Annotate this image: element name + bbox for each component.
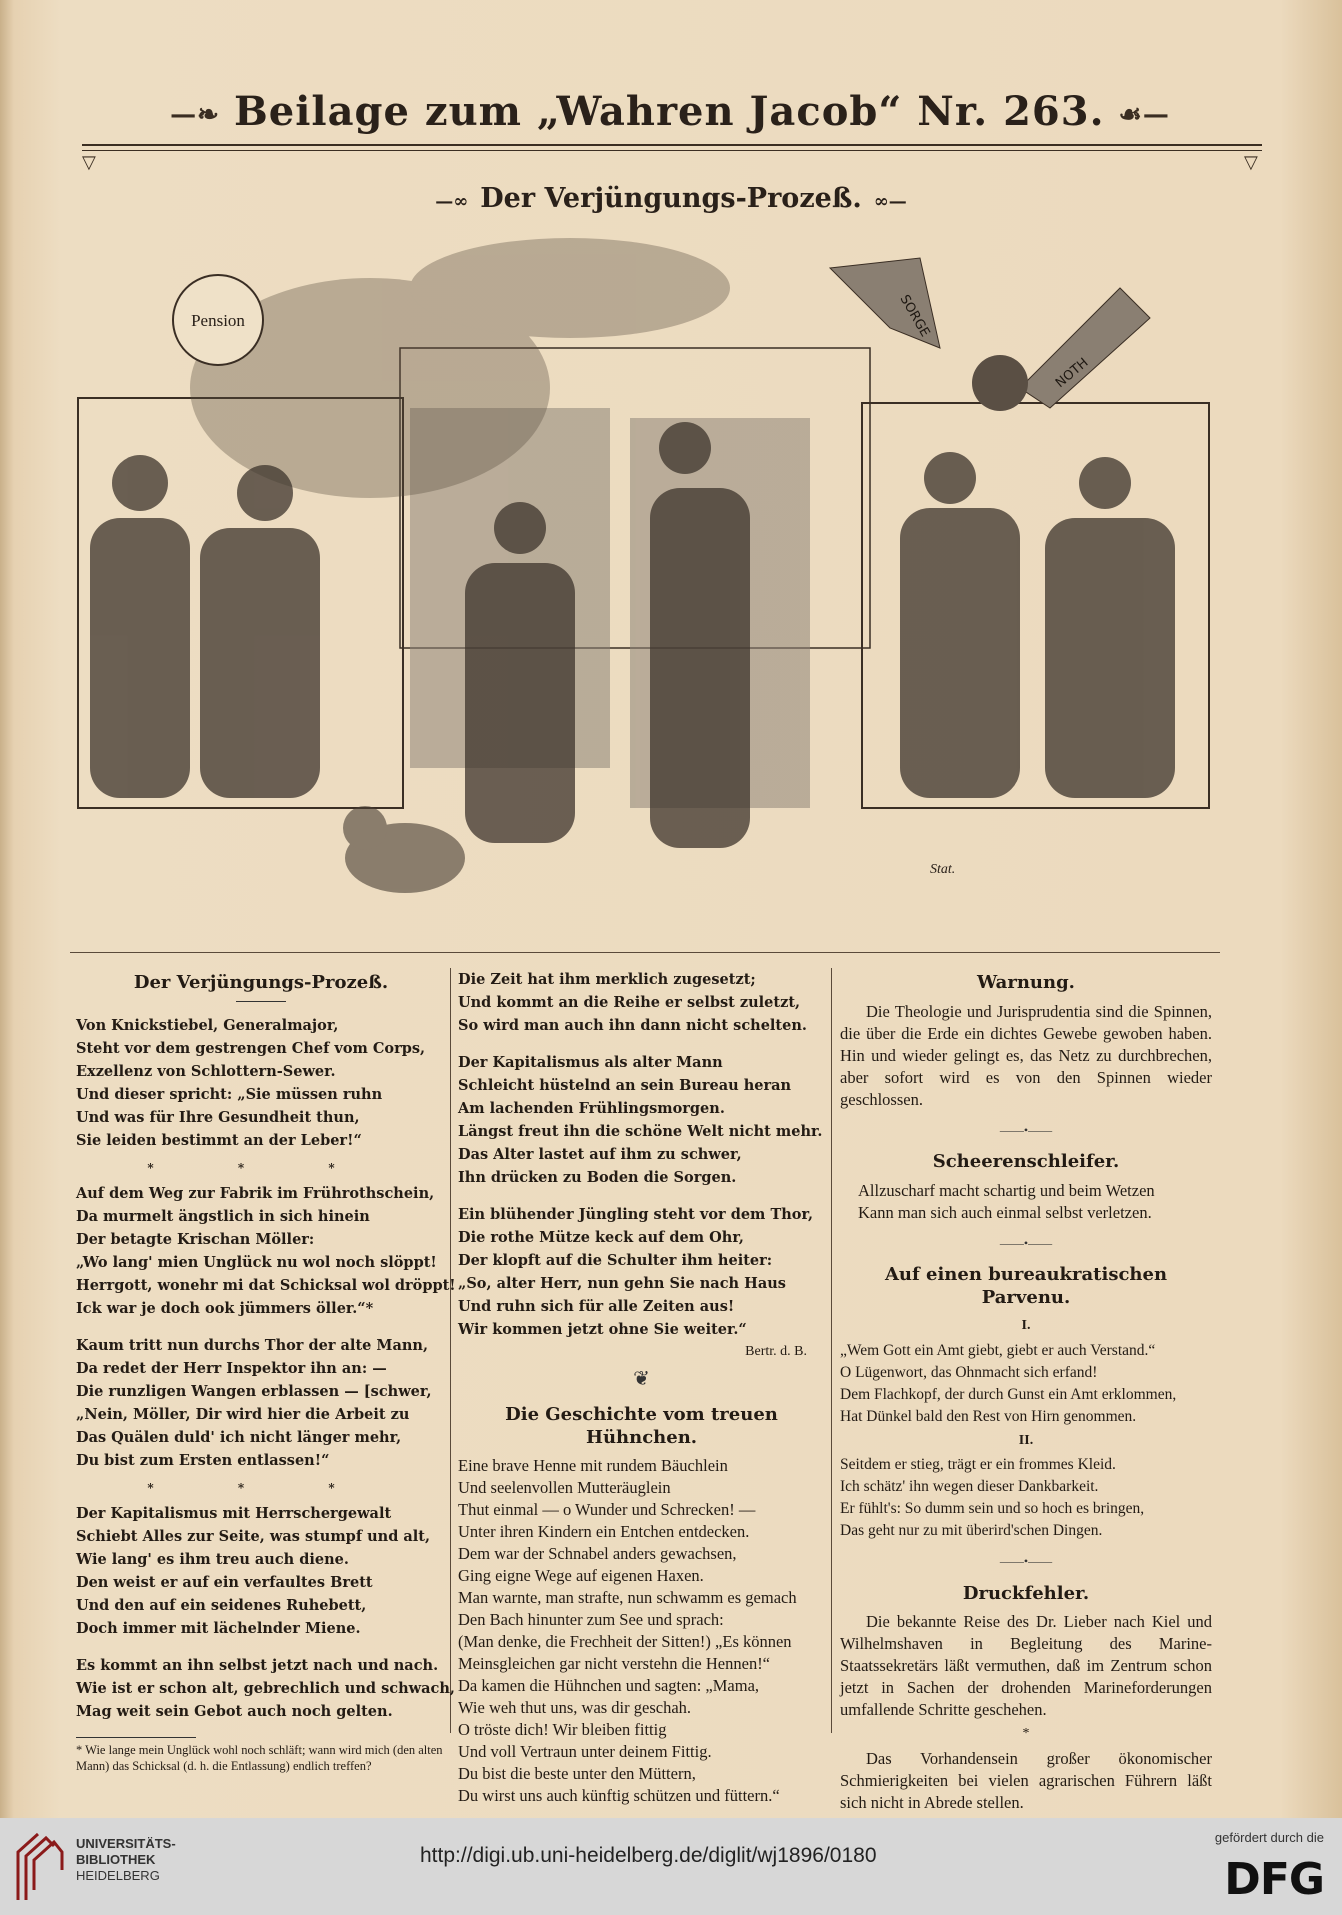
flourish-icon: —∞ (435, 191, 469, 212)
generals-figures (90, 455, 320, 798)
story-verse (458, 1455, 825, 1807)
verse-line: Unter ihren Kindern ein Entchen entdecken. (458, 1522, 750, 1541)
asterism: * * * (147, 1160, 375, 1175)
verse-line: Wir kommen jetzt ohne Sie weiter.“ (458, 1321, 747, 1338)
verse-line: Und was für Ihre Gesundheit thun, (76, 1108, 360, 1126)
verse-line: Ick war je doch ook jümmers öller.“* (76, 1299, 374, 1317)
verse-line: Da murmelt ängstlich in sich hinein (76, 1207, 370, 1225)
verse-line: Wie weh thut uns, was dir geschah. (458, 1698, 692, 1717)
verse-line: Auf dem Weg zur Fabrik im Frührothschein, (76, 1184, 435, 1202)
verse-line: Du wirst uns auch künftig schützen und füttern.“ (458, 1786, 780, 1805)
cartoon-title-text: Der Verjüngungs-Prozeß. (480, 183, 862, 214)
verse-line: Ging eigne Wege auf eigenen Haxen. (458, 1566, 704, 1585)
stanza (76, 1654, 455, 1723)
stanza (76, 1014, 446, 1152)
permalink-url[interactable]: http://digi.ub.uni-heidelberg.de/diglit/wj1896/0180 (420, 1844, 877, 1867)
warnung-title: Warnung. (977, 972, 1075, 993)
stanza (76, 1502, 446, 1640)
author-signature: Bertr. d. B. (745, 1344, 807, 1359)
verse-line: „So, alter Herr, nun gehn Sie nach Haus (458, 1275, 786, 1292)
sorge-noth-creature (830, 258, 1150, 411)
column-2 (458, 968, 825, 1807)
dog (343, 806, 465, 893)
verse-line: Du bist zum Ersten entlassen!“ (76, 1451, 330, 1469)
verse-line: Man warnte, man strafte, nun schwamm es gemach (458, 1588, 797, 1607)
verse-line: Längst freut ihn die schöne Welt nicht mehr. (458, 1123, 823, 1140)
verse-line: Mag weit sein Gebot auch noch gelten. (76, 1702, 393, 1720)
verse-line: Und kommt an die Reihe er selbst zuletzt, (458, 994, 801, 1011)
divider-ornament-icon: ——•—— (999, 1554, 1053, 1568)
library-name-line: UNIVERSITÄTS- (76, 1836, 176, 1851)
verse-line: Der klopft auf die Schulter ihm heiter: (458, 1252, 773, 1269)
verse-line: Kann man sich auch einmal selbst verletzen. (858, 1202, 1152, 1222)
divider-ornament-icon: ——•—— (999, 1235, 1053, 1250)
verse-line: Seitdem er stieg, trägt er ein frommes Kleid. (840, 1456, 1116, 1473)
library-name-line: HEIDELBERG (76, 1868, 160, 1883)
verse-line: Und seelenvollen Mutteräuglein (458, 1478, 671, 1497)
verse-line: Schleicht hüstelnd an sein Bureau heran (458, 1077, 792, 1094)
verse-line: Der Kapitalismus mit Herrschergewalt (76, 1504, 392, 1522)
verse-line: Schiebt Alles zur Seite, was stumpf und alt, (76, 1527, 431, 1545)
verse-line: Es kommt an ihn selbst jetzt nach und nach. (76, 1656, 439, 1674)
triangle-ornament-icon: ▽ (1244, 152, 1258, 172)
asterism: * * * (147, 1480, 375, 1495)
verse-line: Kaum tritt nun durchs Thor der alte Mann, (76, 1336, 428, 1354)
section-number: I. (1021, 1318, 1031, 1333)
asterisk-separator: * (1022, 1726, 1030, 1741)
verse-line: Und ruhn sich für alle Zeiten aus! (458, 1298, 735, 1315)
column-divider (450, 968, 451, 1733)
cartoon-illustration (70, 228, 1220, 933)
verse-line: Die Zeit hat ihm merklich zugesetzt; (458, 971, 756, 988)
verse-line: Er fühlt's: So dumm sein und so hoch es bringen, (840, 1500, 1145, 1517)
verse-line: Wie ist er schon alt, gebrechlich und schwach, (76, 1679, 455, 1697)
verse-line: Und voll Vertraun unter deinem Fittig. (458, 1742, 712, 1761)
verse-line: Ihn drücken zu Boden die Sorgen. (458, 1169, 737, 1186)
verse-line: Eine brave Henne mit rundem Bäuchlein (458, 1456, 728, 1475)
divider-ornament-icon: ——•—— (999, 1122, 1053, 1137)
verse-line: Thut einmal — o Wunder und Schrecken! — (458, 1500, 756, 1519)
artist-signature: Stat. (930, 862, 956, 877)
verse-line: Und den auf ein seidenes Ruhebett, (76, 1596, 367, 1614)
verse-line: Das geht nur zu mit überird'schen Dingen. (840, 1522, 1103, 1539)
funding-note: gefördert durch die (1214, 1830, 1324, 1845)
stanza (76, 1182, 456, 1320)
verse-line: „Nein, Möller, Dir wird hier die Arbeit zu (76, 1405, 410, 1423)
masthead (110, 88, 1230, 135)
verse-line: Von Knickstiebel, Generalmajor, (76, 1016, 339, 1034)
verse-line: Sie leiden bestimmt an der Leber!“ (76, 1131, 362, 1149)
verse-line: Den Bach hinunter zum See und sprach: (458, 1610, 724, 1629)
masthead-rule-thin (82, 150, 1262, 151)
masthead-title: Beilage zum „Wahren Jacob“ Nr. 263. (233, 88, 1105, 135)
poem-continuation (458, 968, 825, 1341)
verse-line: Allzuscharf macht schartig und beim Wetzen (858, 1180, 1155, 1200)
druckfehler-text-2: Das Vorhandensein großer ökonomischer Schmierigkeiten bei vielen agrarischen Führern läßt sich nicht in Abrede stellen. (840, 1748, 1212, 1812)
footnote: * Wie lange mein Unglück wohl noch schläft; wann wird mich (den alten Mann) das Schicksal (d. h. die Entlassung) endlich treffen? (76, 1742, 443, 1773)
library-footer (0, 1818, 1342, 1915)
left-flourish-icon: —❧ (170, 100, 220, 130)
verse-line: Die runzligen Wangen erblassen — [schwer, (76, 1382, 432, 1400)
verse-line: Dem war der Schnabel anders gewachsen, (458, 1544, 737, 1563)
warnung-text: Die Theologie und Jurisprudentia sind die Spinnen, die über die Erde ein dichtes Gewebe gewoben haben. Hin und wieder gelingt es, das Netz zu durchbrechen, aber sofort wird es von den Spinnen wieder geschlossen. (840, 1001, 1212, 1109)
section-number: II. (1018, 1432, 1034, 1448)
stanza (76, 1334, 446, 1472)
right-flourish-icon: ☙— (1118, 100, 1170, 130)
poem-title: Der Verjüngungs-Prozeß. (133, 972, 389, 993)
verse-line: Das Quälen duld' ich nicht länger mehr, (76, 1428, 402, 1446)
floral-ornament-icon: ❦ (633, 1367, 650, 1390)
parvenu-verse-1 (840, 1340, 1212, 1428)
verse-line: Die rothe Mütze keck auf dem Ohr, (458, 1229, 744, 1246)
right-panel-figures (900, 452, 1175, 798)
poem-body (76, 1014, 456, 1723)
verse-line: O Lügenwort, das Ohnmacht sich erfand! (840, 1363, 1098, 1381)
column-divider (831, 968, 832, 1733)
verse-line: Hat Dünkel bald den Rest von Hirn genommen. (840, 1407, 1137, 1425)
title-rule (236, 1001, 286, 1002)
druckfehler-title: Druckfehler. (962, 1582, 1090, 1604)
verse-line: Und dieser spricht: „Sie müssen ruhn (76, 1085, 383, 1103)
schleifer-title: Scheerenschleifer. (932, 1151, 1120, 1172)
verse-line: Das Alter lastet auf ihm zu schwer, (458, 1146, 742, 1163)
column-3 (840, 968, 1212, 1814)
footnote-rule (76, 1737, 196, 1738)
verse-line: „Wo lang' mien Unglück nu wol noch slöppt! (76, 1253, 437, 1271)
stanza (458, 968, 825, 1037)
verse-line: Exzellenz von Schlottern-Sewer. (76, 1062, 336, 1080)
verse-line: Da kamen die Hühnchen und sagten: „Mama, (458, 1676, 760, 1695)
stanza (458, 1051, 825, 1189)
masthead-rule (82, 144, 1262, 146)
cartoon-title (0, 183, 1342, 214)
pension-label: Pension (191, 311, 245, 330)
verse-line: Doch immer mit lächelnder Miene. (76, 1619, 361, 1637)
library-name-line: BIBLIOTHEK (76, 1852, 156, 1867)
parvenu-title: Auf einen bureaukratischen Parvenu. (884, 1264, 1168, 1308)
pension-bag (173, 275, 263, 365)
library-name (76, 1836, 176, 1884)
verse-line: Wie lang' es ihm treu auch diene. (76, 1550, 349, 1568)
noth-label: NOTH (1052, 355, 1092, 392)
verse-line: Ein blühender Jüngling steht vor dem Thor, (458, 1206, 814, 1223)
triangle-ornament-icon: ▽ (82, 152, 96, 172)
verse-line: Den weist er auf ein verfaultes Brett (76, 1573, 373, 1591)
verse-line: O tröste dich! Wir bleiben fittig (458, 1720, 667, 1739)
column-1 (76, 968, 456, 1774)
verse-line: Am lachenden Frühlingsmorgen. (458, 1100, 725, 1117)
stanza (458, 1203, 825, 1341)
dfg-logo: DFG (1224, 1854, 1324, 1905)
verse-line: Herrgott, wonehr mi dat Schicksal wol dröppt! (76, 1276, 456, 1294)
verse-line: Dem Flachkopf, der durch Gunst ein Amt erklommen, (840, 1385, 1177, 1403)
verse-line: „Wem Gott ein Amt giebt, giebt er auch Verstand.“ (840, 1341, 1156, 1359)
verse-line: Ich schätz' ihn wegen dieser Dankbarkeit. (840, 1478, 1099, 1495)
verse-line: Da redet der Herr Inspektor ihn an: — (76, 1359, 387, 1377)
verse-line: Der betagte Krischan Möller: (76, 1230, 315, 1248)
verse-line: Der Kapitalismus als alter Mann (458, 1054, 723, 1071)
flourish-icon: ∞— (873, 191, 907, 212)
verse-line: Steht vor dem gestrengen Chef vom Corps, (76, 1039, 426, 1057)
verse-line: So wird man auch ihn dann nicht schelten. (458, 1017, 807, 1034)
university-library-logo-icon (14, 1830, 66, 1902)
parvenu-verse-2 (840, 1454, 1212, 1542)
verse-line: Du bist die beste unter den Müttern, (458, 1764, 696, 1783)
sorge-label: SORGE (896, 292, 933, 340)
schleifer-verse (840, 1180, 1212, 1224)
verse-line: (Man denke, die Frechheit der Sitten!) „Es können (458, 1632, 792, 1651)
verse-line: Meinsgleichen gar nicht verstehn die Hennen!“ (458, 1654, 771, 1673)
story-title: Die Geschichte vom treuen Hühnchen. (505, 1404, 778, 1448)
section-divider (70, 952, 1220, 953)
druckfehler-text-1: Die bekannte Reise des Dr. Lieber nach Kiel und Wilhelmshaven in Begleitung des Marine-Staatssekretärs läßt vermuthen, daß im Zentrum schon jetzt in Sachen der drohenden Marineforderungen umfallende Schritte geschehen. (840, 1612, 1212, 1719)
